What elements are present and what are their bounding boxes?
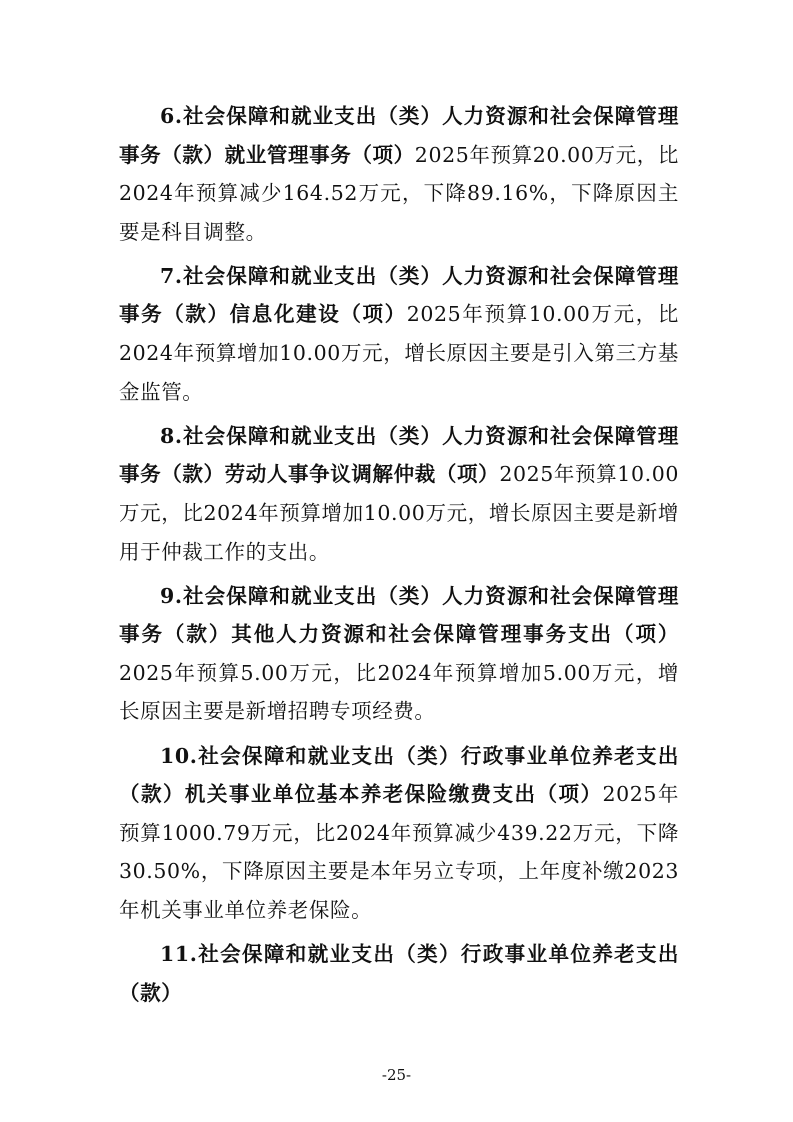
paragraph-heading: 6.社会保障和就业支出（类）人力资源和社会保障管理事务（款）就业管理事务（项） xyxy=(119,104,679,167)
paragraph-item-11 xyxy=(119,935,679,1012)
document-body xyxy=(119,97,679,1018)
paragraph-heading: 9.社会保障和就业支出（类）人力资源和社会保障管理事务（款）其他人力资源和社会保障管理事务支出（项） xyxy=(119,583,679,647)
paragraph-heading: 8.社会保障和就业支出（类）人力资源和社会保障管理事务（款）劳动人事争议调解仲裁（项） xyxy=(119,423,679,487)
paragraph-text: 2025年预算1000.79万元，比2024年预算减少439.22万元，下降30.50%，下降原因主要是本年另立专项，上年度补缴2023年机关事业单位养老保险。 xyxy=(119,782,679,922)
paragraph-text: 2025年预算10.00万元，比2024年预算增加10.00万元，增长原因主要是新增用于仲裁工作的支出。 xyxy=(119,462,679,564)
paragraph-text: 2025年预算10.00万元，比2024年预算增加10.00万元，增长原因主要是引入第三方基金监管。 xyxy=(119,302,679,404)
paragraph-item-8 xyxy=(119,417,679,571)
paragraph-item-7 xyxy=(119,257,679,411)
paragraph-item-10 xyxy=(119,737,679,930)
paragraph-heading: 7.社会保障和就业支出（类）人力资源和社会保障管理事务（款）信息化建设（项） xyxy=(119,263,679,327)
page-number: -25- xyxy=(381,1066,412,1084)
paragraph-heading: 10.社会保障和就业支出（类）行政事业单位养老支出（款）机关事业单位基本养老保险缴费支出（项） xyxy=(119,743,679,807)
paragraph-heading: 11.社会保障和就业支出（类）行政事业单位养老支出（款） xyxy=(119,941,679,1005)
paragraph-text: 2025年预算20.00万元，比2024年预算减少164.52万元，下降89.16%，下降原因主要是科目调整。 xyxy=(119,142,679,244)
paragraph-text: 2025年预算5.00万元，比2024年预算增加5.00万元，增长原因主要是新增招聘专项经费。 xyxy=(119,660,679,724)
paragraph-item-9 xyxy=(119,577,679,731)
paragraph-item-6 xyxy=(119,97,679,251)
